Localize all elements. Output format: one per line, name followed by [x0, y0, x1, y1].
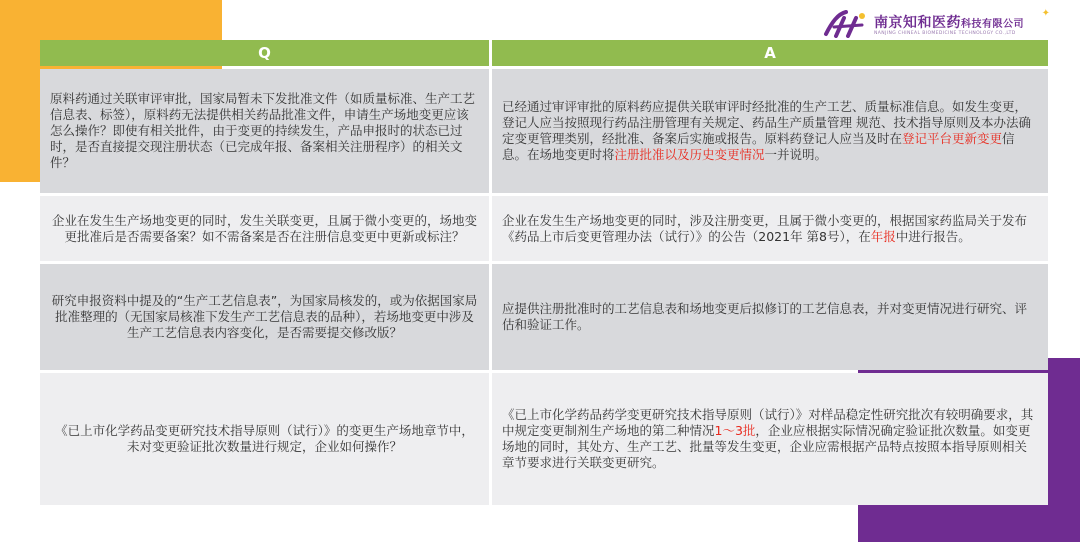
question-cell: 原料药通过关联审评审批，国家局暂未下发批准文件（如质量标准、生产工艺信息表、标签），原料药无法提供相关药品批准文件，申请生产场地变更应该怎么操作？即使有相关批件，由于变更的持续发生，产品申报时的状态已过时，是否直接提交现注册状态（已完成年报、备案相关注册程序）的相关文件？: [40, 69, 489, 193]
table-row: [40, 69, 1048, 193]
answer-text: 企业在发生生产场地变更的同时，涉及注册变更，且属于微小变更的，根据国家药监局关于发布《药品上市后变更管理办法（试行）》的公告（2021年 第8号），在: [502, 212, 1028, 244]
company-name-main: 南京知和医药: [874, 15, 961, 31]
answer-text: 一并说明。: [764, 147, 828, 162]
answer-cell: [492, 196, 1048, 261]
answer-highlight: 登记平台更新变更: [902, 131, 1003, 146]
answer-highlight: 1～3批: [714, 423, 756, 438]
question-cell: 企业在发生生产场地变更的同时，发生关联变更，且属于微小变更的，场地变更批准后是否需要备案？如不需备案是否在注册信息变更中更新或标注？: [40, 196, 489, 261]
answer-text: ，企业应根据实际情况确定验证批次数量。如变更场地的同时，其处方、生产工艺、批量等发生变更，企业应需根据产品特点按照本指导原则相关章节要求进行关联变更研究。: [502, 423, 1031, 470]
table-row: [40, 373, 1048, 505]
qa-table: [37, 37, 1051, 508]
answer-cell: [492, 69, 1048, 193]
question-cell: 《已上市化学药品变更研究技术指导原则（试行）》的变更生产场地章节中，未对变更验证批次数量进行规定，企业如何操作？: [40, 373, 489, 505]
answer-cell: [492, 373, 1048, 505]
logo-mark-icon: [822, 8, 870, 38]
answer-text: 中进行报告。: [895, 228, 971, 244]
answer-text: 《已上市化学药品药学变更研究技术指导原则（试行）》对样品稳定性研究批次有较明确要求，其中规定变更制剂生产场地的第二种情况: [502, 407, 1034, 438]
answer-text: 信息。在场地变更时将: [502, 131, 1015, 162]
table-header-row: [40, 40, 1048, 66]
company-name-english: NANJING CHINEAL BIOMEDICINE TECHNOLOGY CO.,LTD: [874, 31, 1016, 36]
answer-text: 已经通过审评审批的原料药应提供关联审评时经批准的生产工艺、质量标准信息。如发生变更，登记人应当按照现行药品注册管理有关规定、药品生产质量管理 规范、技术指导原则及本办法确定变更管理类别，经批准、备案后实施或报告。原料药登记人应当及时在: [502, 99, 1031, 146]
table-row: [40, 264, 1048, 370]
answer-cell: 应提供注册批准时的工艺信息表和场地变更后拟修订的工艺信息表，并对变更情况进行研究、评估和验证工作。: [492, 264, 1048, 370]
answer-highlight: 年报: [870, 228, 896, 244]
question-cell: 研究申报资料中提及的“生产工艺信息表”，为国家局核发的，或为依据国家局批准整理的（无国家局核准下发生产工艺信息表的品种），若场地变更中涉及生产工艺信息表内容变化，是否需要提交修改版？: [40, 264, 489, 370]
company-name-sub: 科技有限公司: [961, 19, 1024, 30]
answer-highlight: 注册批准以及历史变更情况: [614, 147, 765, 162]
table-row: [40, 196, 1048, 261]
header-a: A: [492, 40, 1048, 66]
header-q: Q: [40, 40, 489, 66]
sparkle-icon: ✦: [1041, 8, 1050, 19]
company-name: [874, 12, 1024, 32]
